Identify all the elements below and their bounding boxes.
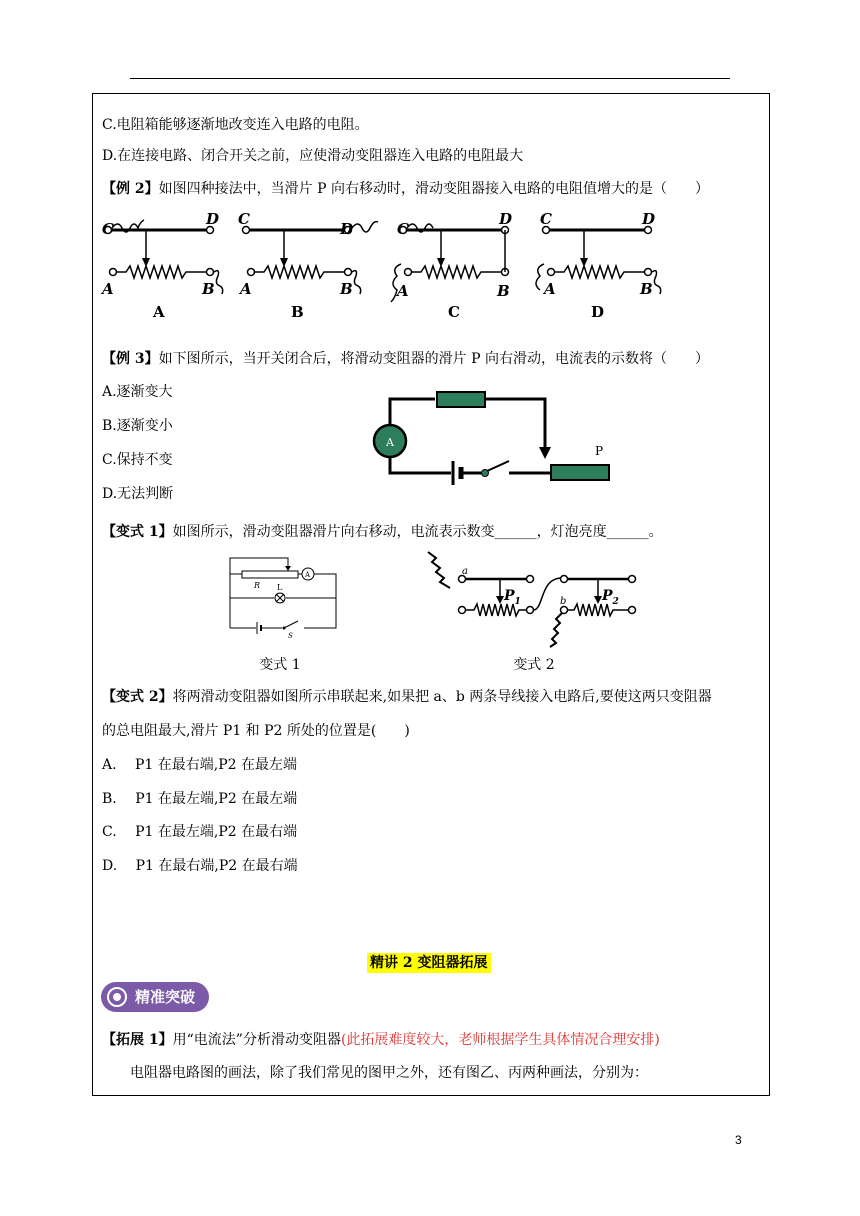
header-rule	[130, 78, 730, 79]
slider-arrow	[539, 447, 551, 459]
caption-variant-1: 变式 1	[259, 657, 301, 673]
rheostat	[551, 465, 609, 480]
label-b: b	[560, 596, 567, 607]
variant-2-option-c: C. P1 在最左端,P2 在最右端	[102, 824, 298, 840]
rheostat	[242, 571, 298, 578]
label-p1: $P_1$	[504, 588, 521, 607]
variant-2-figure	[422, 548, 647, 648]
example-3-option-b: B.逐渐变小	[102, 418, 173, 434]
section-badge	[101, 982, 209, 1012]
extension-1-tag: 【拓展 1】	[102, 1032, 173, 1048]
label-r: R	[254, 581, 261, 590]
panel-label-c: C	[448, 303, 460, 321]
fixed-resistor	[437, 392, 485, 407]
example-3	[102, 350, 709, 368]
ammeter-label: A	[386, 436, 394, 449]
terminal-a: A	[102, 280, 114, 298]
terminal-d: D	[206, 212, 220, 228]
example-3-tag: 【例 3】	[102, 351, 159, 367]
option-c-line: C.电阻箱能够逐渐地改变连入电路的电阻。	[102, 117, 369, 133]
label-p2: $P_2$	[602, 588, 619, 607]
terminal-b: B	[640, 280, 653, 298]
caption-variant-2: 变式 2	[513, 657, 555, 673]
terminal-c: C	[540, 212, 552, 228]
terminal-d: D	[340, 220, 354, 238]
label-l: L	[277, 583, 283, 592]
target-icon	[107, 987, 127, 1007]
example-3-option-a: A.逐渐变大	[102, 384, 173, 400]
variant-2-option-a: A. P1 在最右端,P2 在最左端	[102, 757, 298, 773]
variant-2-tag: 【变式 2】	[102, 689, 173, 705]
terminal-a: A	[544, 280, 556, 298]
example-3-option-d: D.无法判断	[102, 486, 174, 502]
example-3-option-c: C.保持不变	[102, 452, 173, 468]
extension-1-text: 用“电流法”分析滑动变阻器	[172, 1032, 341, 1048]
terminal-a: A	[397, 282, 409, 300]
option-d-line: D.在连接电路、闭合开关之前，应使滑动变阻器连入电路的电阻最大	[102, 148, 524, 164]
example-2-tag: 【例 2】	[102, 181, 159, 197]
terminal-c: C	[238, 212, 250, 228]
example-2	[102, 180, 709, 198]
variant-2-option-b: B. P1 在最左端,P2 在最左端	[102, 791, 298, 807]
variant-2-option-d: D. P1 在最右端,P2 在最右端	[102, 858, 298, 874]
slider-label: P	[595, 444, 604, 458]
variant-2-text-2: 的总电阻最大,滑片 P1 和 P2 所处的位置是( )	[102, 723, 410, 739]
terminal-b: B	[340, 280, 353, 298]
panel-d	[536, 212, 661, 321]
label-a: a	[462, 566, 468, 577]
panel-b	[238, 212, 378, 321]
terminal-b: B	[497, 282, 510, 300]
variant-1-circuit	[220, 550, 350, 640]
ammeter-label: A	[305, 571, 311, 579]
last-paragraph: 电阻器电路图的画法，除了我们常见的图甲之外，还有图乙、丙两种画法，分别为：	[130, 1065, 648, 1081]
terminal-c: C	[397, 220, 409, 238]
extension-1	[102, 1031, 660, 1049]
example-3-text: 如下图所示，当开关闭合后，将滑动变阻器的滑片 P 向右滑动，电流表的示数将（ ）	[158, 351, 709, 367]
terminal-d: D	[642, 212, 656, 228]
badge-label: 精准突破	[135, 988, 196, 1006]
example-2-text: 如图四种接法中，当滑片 P 向右移动时，滑动变阻器接入电路的电阻值增大的是（ ）	[158, 181, 709, 197]
panel-c	[391, 212, 512, 321]
switch	[284, 621, 298, 628]
terminal-b: B	[202, 280, 215, 298]
panel-label-b: B	[291, 303, 304, 321]
variant-1	[102, 523, 663, 541]
panel-label-a: A	[153, 303, 165, 321]
extension-1-note: (此拓展难度较大，老师根据学生具体情况合理安排)	[340, 1032, 660, 1048]
panel-label-d: D	[591, 303, 605, 321]
terminal-a: A	[240, 280, 252, 298]
terminal-d: D	[499, 212, 513, 228]
variant-1-text: 如图所示，滑动变阻器滑片向右移动，电流表示数变______，灯泡亮度______。	[172, 524, 663, 540]
label-s: S	[288, 632, 293, 640]
example-2-figure	[98, 212, 688, 324]
terminal-c: C	[102, 220, 114, 238]
variant-2	[102, 688, 712, 706]
section-title: 精讲 2 变阻器拓展	[367, 953, 491, 973]
page-number: 3	[735, 1133, 742, 1147]
panel-a	[100, 212, 223, 321]
example-3-circuit	[365, 385, 625, 495]
variant-1-tag: 【变式 1】	[102, 524, 173, 540]
variant-2-text-1: 将两滑动变阻器如图所示串联起来,如果把 a、b 两条导线接入电路后,要使这两只变阻器	[172, 689, 712, 705]
